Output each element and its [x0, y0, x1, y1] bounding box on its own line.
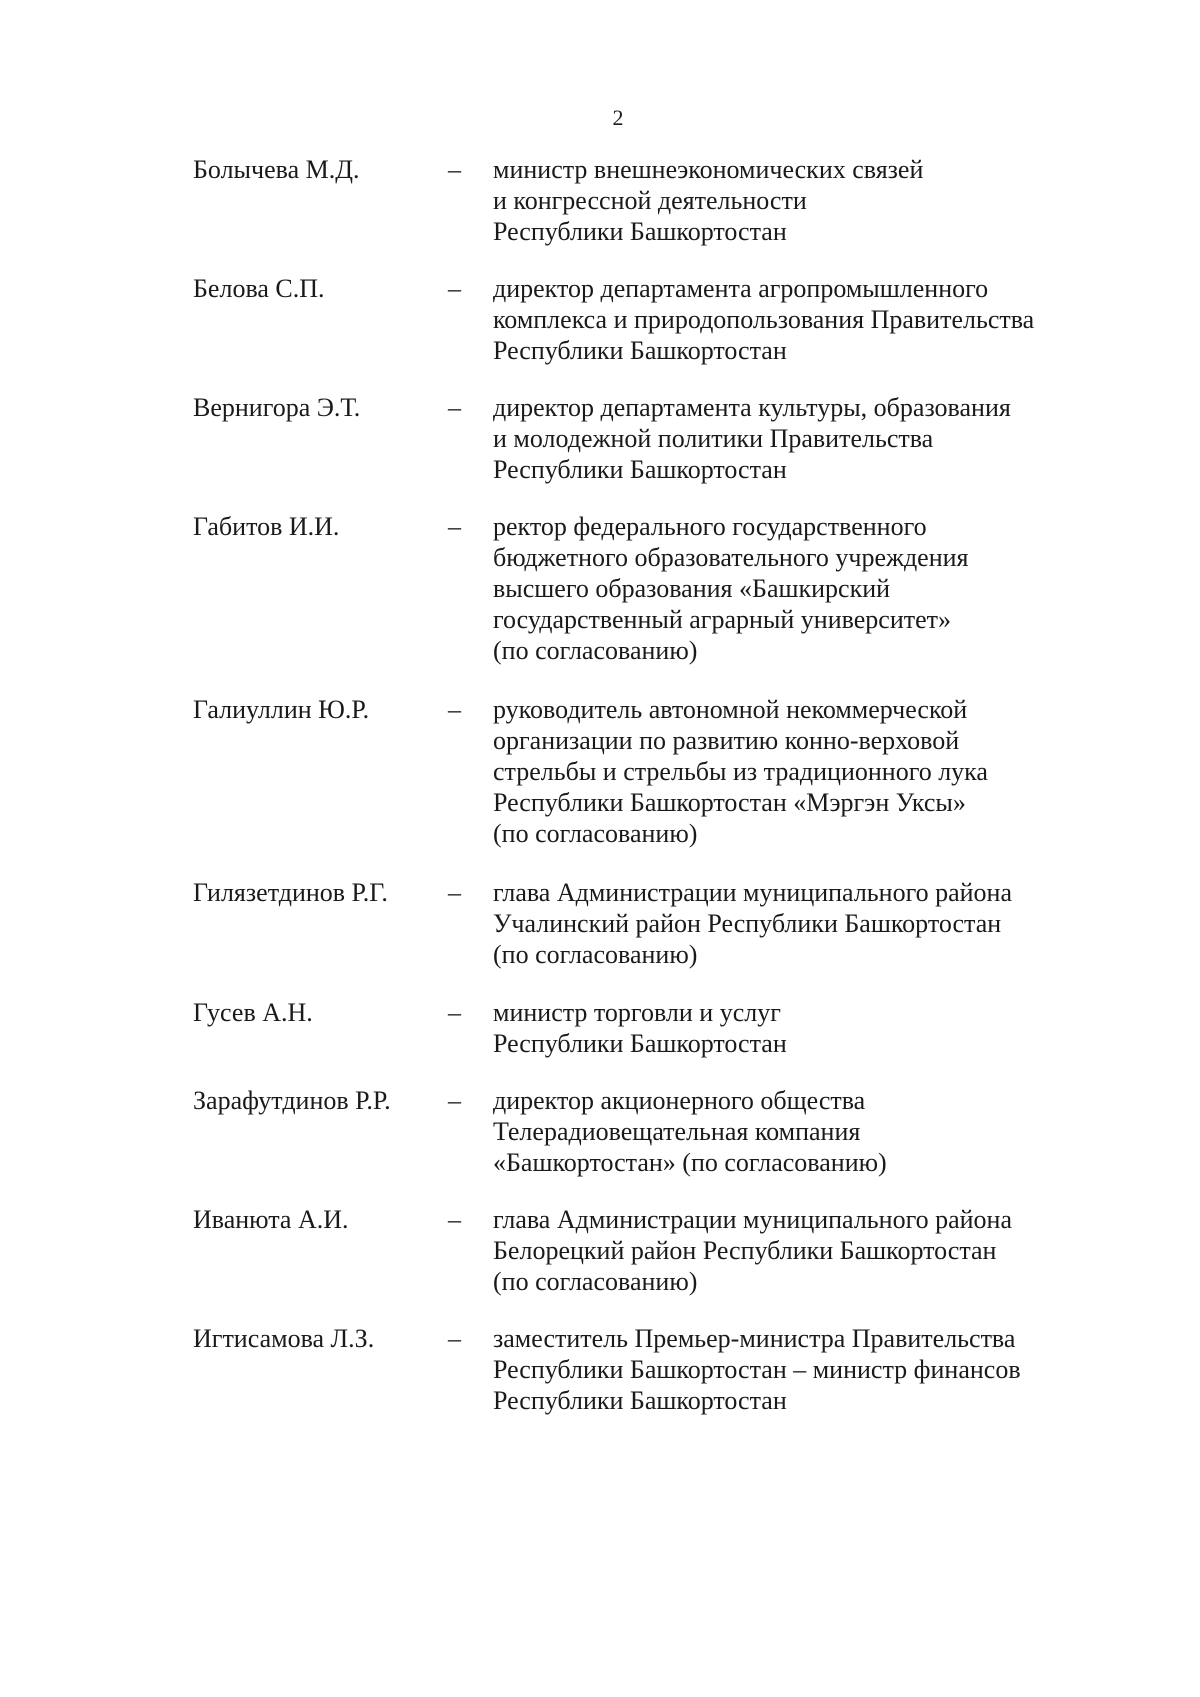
dash-separator: –: [448, 1324, 461, 1353]
position-line: государственный аграрный университет»: [493, 605, 952, 634]
member-name: Гусев А.Н.: [193, 998, 313, 1027]
member-entry: [193, 877, 1093, 970]
member-entry: [193, 1323, 1093, 1416]
member-position: [493, 1323, 1093, 1416]
dash-separator: –: [448, 393, 461, 422]
member-name: Белова С.П.: [193, 274, 325, 303]
dash-separator: –: [448, 695, 461, 724]
position-line: Белорецкий район Республики Башкортостан: [493, 1236, 997, 1265]
position-line: руководитель автономной некоммерческой: [493, 695, 968, 724]
position-line: стрельбы и стрельбы из традиционного лука: [493, 757, 988, 786]
member-entry: [193, 694, 1093, 849]
dash-separator: –: [448, 1205, 461, 1234]
page-number: 2: [612, 105, 624, 130]
dash-separator: –: [448, 512, 461, 541]
position-line: Телерадиовещательная компания: [493, 1117, 861, 1146]
position-line: Республики Башкортостан: [493, 1386, 787, 1415]
position-line: министр внешнеэкономических связей: [493, 155, 924, 184]
member-position: [493, 877, 1093, 970]
position-line: Республики Башкортостан «Мэргэн Уксы»: [493, 788, 966, 817]
member-name: Галиуллин Ю.Р.: [193, 695, 370, 724]
position-line: глава Администрации муниципального района: [493, 1205, 1012, 1234]
member-entry: [193, 392, 1093, 485]
position-line: высшего образования «Башкирский: [493, 574, 891, 603]
member-entry: [193, 273, 1093, 366]
member-position: [493, 1204, 1093, 1297]
member-entry: [193, 511, 1093, 666]
member-position: [493, 694, 1093, 849]
position-line: (по согласованию): [493, 940, 698, 969]
member-entry: [193, 1085, 1093, 1178]
member-position: [493, 511, 1093, 666]
member-position: [493, 1085, 1093, 1178]
member-list: [193, 154, 1093, 1416]
member-position: [493, 154, 1093, 247]
position-line: Учалинский район Республики Башкортостан: [493, 909, 1002, 938]
position-line: ректор федерального государственного: [493, 512, 927, 541]
position-line: комплекса и природопользования Правительства: [493, 305, 1035, 334]
position-line: Республики Башкортостан: [493, 217, 787, 246]
position-line: организации по развитию конно-верховой: [493, 726, 960, 755]
member-entry: [193, 997, 1093, 1059]
member-position: [493, 997, 1093, 1059]
member-name: Вернигора Э.Т.: [193, 393, 361, 422]
position-line: (по согласованию): [493, 819, 698, 848]
member-name: Зарафутдинов Р.Р.: [193, 1086, 391, 1115]
position-line: директор акционерного общества: [493, 1086, 866, 1115]
position-line: бюджетного образовательного учреждения: [493, 543, 969, 572]
position-line: Республики Башкортостан: [493, 1029, 787, 1058]
member-name: Болычева М.Д.: [193, 155, 360, 184]
position-line: «Башкортостан» (по согласованию): [493, 1148, 887, 1177]
position-line: (по согласованию): [493, 636, 698, 665]
member-name: Габитов И.И.: [193, 512, 340, 541]
position-line: министр торговли и услуг: [493, 998, 781, 1027]
position-line: Республики Башкортостан – министр финансов: [493, 1355, 1021, 1384]
member-entry: [193, 1204, 1093, 1297]
member-entry: [193, 154, 1093, 247]
position-line: и конгрессной деятельности: [493, 186, 807, 215]
member-name: Гилязетдинов Р.Г.: [193, 878, 388, 907]
position-line: Республики Башкортостан: [493, 336, 787, 365]
dash-separator: –: [448, 878, 461, 907]
dash-separator: –: [448, 155, 461, 184]
position-line: и молодежной политики Правительства: [493, 424, 934, 453]
position-line: Республики Башкортостан: [493, 455, 787, 484]
dash-separator: –: [448, 274, 461, 303]
dash-separator: –: [448, 998, 461, 1027]
member-position: [493, 392, 1093, 485]
member-position: [493, 273, 1093, 366]
member-name: Иванюта А.И.: [193, 1205, 349, 1234]
position-line: глава Администрации муниципального района: [493, 878, 1012, 907]
position-line: директор департамента агропромышленного: [493, 274, 989, 303]
dash-separator: –: [448, 1086, 461, 1115]
position-line: директор департамента культуры, образования: [493, 393, 1011, 422]
position-line: (по согласованию): [493, 1267, 698, 1296]
position-line: заместитель Премьер-министра Правительства: [493, 1324, 1016, 1353]
member-name: Игтисамова Л.З.: [193, 1324, 375, 1353]
